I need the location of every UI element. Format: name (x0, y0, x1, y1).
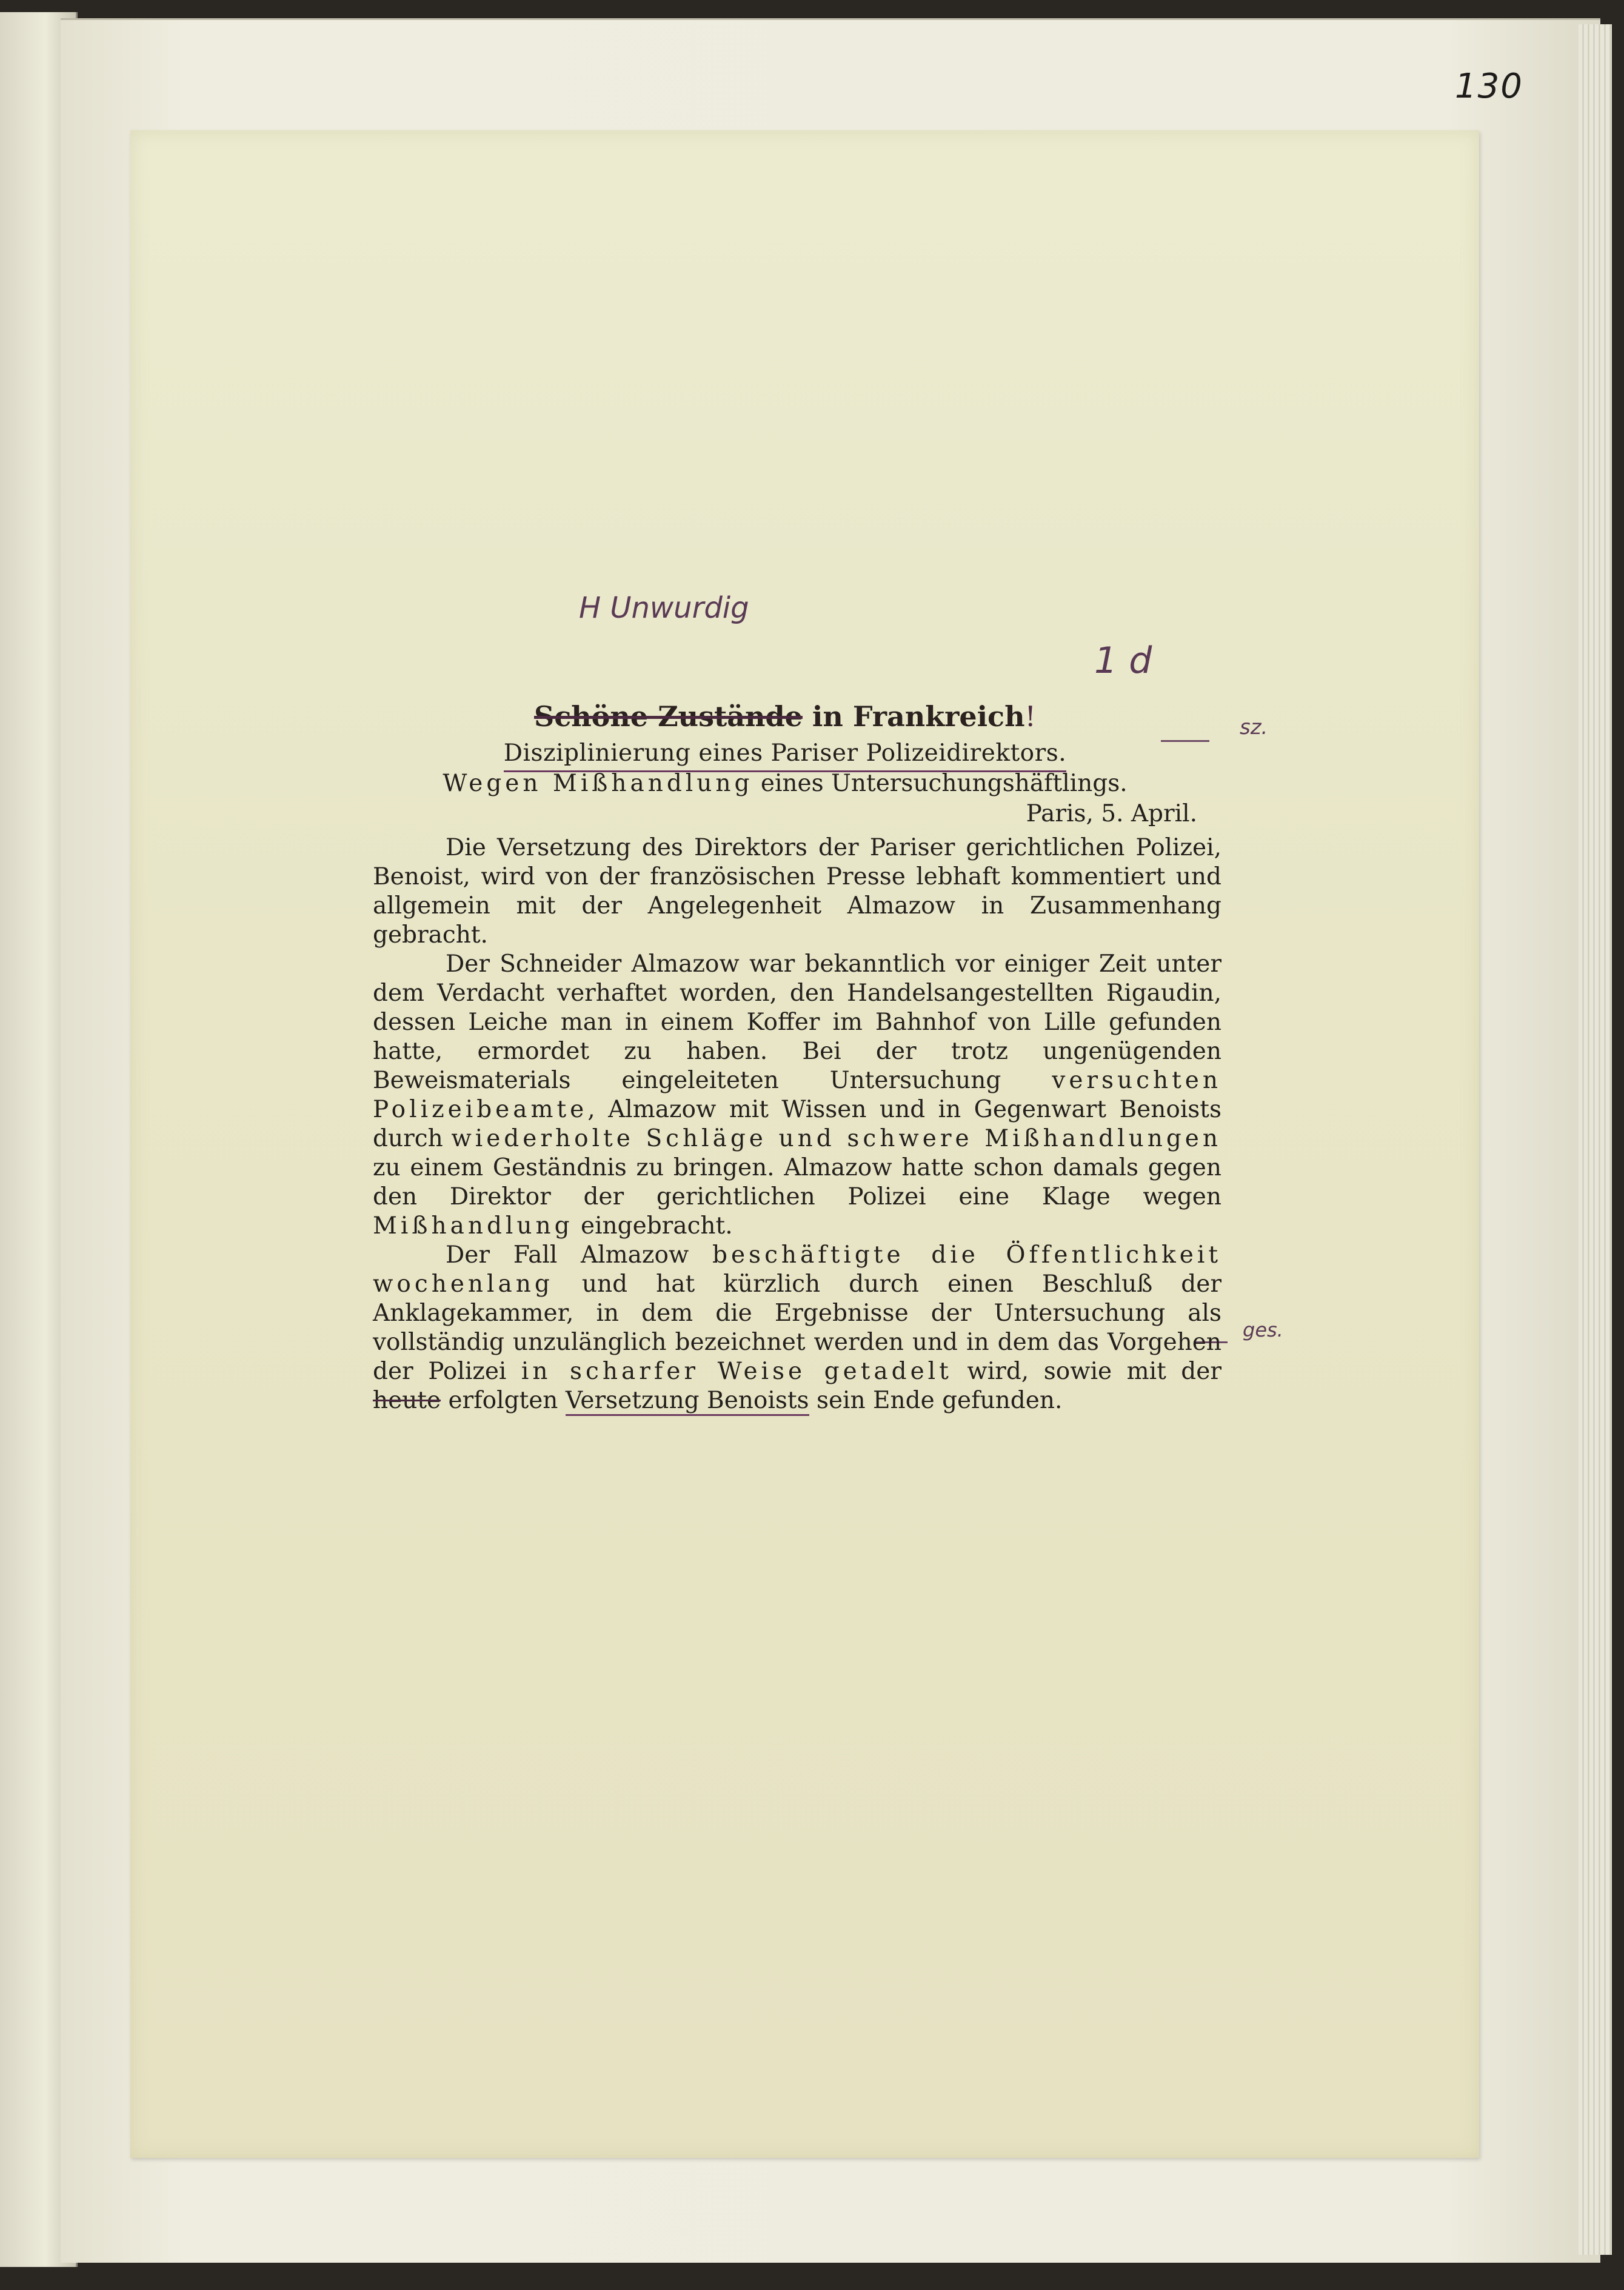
subheadline-2-rest: eines Untersuchungshäftlings. (753, 770, 1128, 797)
paragraph-1: Die Versetzung des Direktors der Pariser gerichtlichen Polizei, Benoist, wird von der französischen Presse lebhaft kommentiert und allgemein mit der Angelegenheit Almazow in Zusammenhang gebracht. (373, 834, 1221, 949)
p3-spaced-2: in scharfer Weise getadelt (521, 1358, 952, 1385)
p3-text-c: wird, sowie mit der (952, 1358, 1221, 1385)
headline-text: in Frankreich (802, 700, 1025, 733)
headline-struck: Schöne Zustände (533, 700, 803, 733)
p2-text-b: , Almazow mit Wissen und in Gegenwart Benoists durch (373, 1096, 1221, 1152)
p3-spaced-1: beschäftigte die Öffentlichkeit wochenlang (373, 1241, 1221, 1298)
p2-text-c: zu einem Geständnis zu bringen. Almazow hatte schon damals gegen den Direktor der gerichtlichen Polizei eine Klage wegen (373, 1154, 1221, 1210)
handwritten-margin-note-1: sz. (1240, 715, 1268, 739)
p3-text-b: und hat kürzlich durch einen Beschluß der Anklagekammer, in dem die Ergebnisse der Untersuchung als vollständig unzulänglich bezeichnet werden und in dem das Vorgehen der Polizei (373, 1270, 1221, 1385)
handwritten-margin-note-2: ges. (1243, 1318, 1283, 1341)
paragraph-2 (373, 950, 1221, 1241)
handwritten-note-top-right: 1 d (1094, 639, 1152, 682)
p2-text-d: eingebracht. (573, 1212, 733, 1240)
subheadline (373, 739, 1197, 767)
subheadline-2 (373, 770, 1197, 797)
p2-spaced-1: versuchten Polizeibeamte (373, 1067, 1221, 1123)
headline-mark: ! (1024, 700, 1037, 733)
newspaper-clipping (130, 130, 1479, 2158)
p2-spaced-3: Mißhandlung (373, 1212, 573, 1240)
p2-spaced-2: wiederholte Schläge und schwere Mißhandlungen (451, 1125, 1221, 1152)
page-edges (1579, 24, 1612, 2255)
p3-struck-word: heute (373, 1387, 441, 1414)
p3-text-e: sein Ende gefunden. (809, 1387, 1063, 1414)
subheadline-text: Disziplinierung eines Pariser Polizeidirektors. (504, 739, 1066, 772)
folio-number: 130 (1455, 67, 1523, 106)
dateline: Paris, 5. April. (1026, 800, 1197, 827)
p3-text-d: erfolgten (441, 1387, 566, 1414)
paragraph-3 (373, 1241, 1221, 1415)
p3-text-a: Der Fall Almazow (446, 1241, 713, 1269)
handwritten-note-top-left: H Unwurdig (579, 591, 749, 625)
article-body (373, 833, 1221, 1415)
headline (373, 700, 1197, 733)
subheadline-2-spaced: Wegen Mißhandlung (443, 770, 754, 797)
p2-text-a: Der Schneider Almazow war bekanntlich vor einiger Zeit unter dem Verdacht verhaftet worden, den Handelsangestellten Rigaudin, dessen Leiche man in einem Koffer im Bahnhof von Lille gefunden hatte, ermordet zu haben. Bei der trotz ungenügenden Beweismaterials eingeleiteten Untersuchung (373, 950, 1221, 1094)
p3-underlined: Versetzung Benoists (566, 1387, 809, 1416)
